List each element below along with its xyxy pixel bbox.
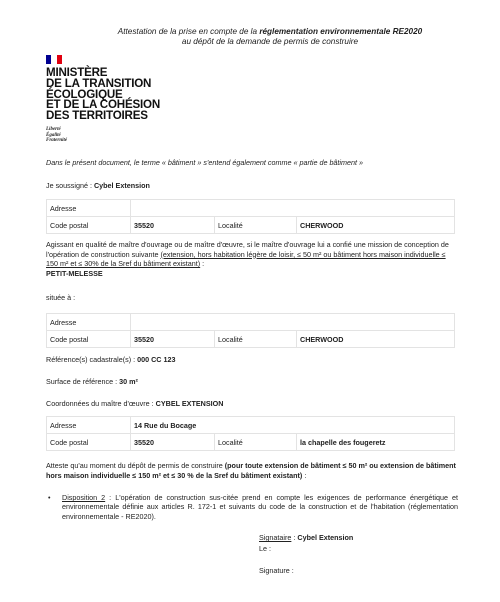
moe-value: CYBEL EXTENSION [155, 399, 224, 408]
title-prefix: Attestation de la prise en compte de la [117, 27, 260, 36]
ministry-line: DE LA TRANSITION [46, 76, 152, 90]
signataire-label: Signataire [259, 533, 292, 542]
adresse-value [131, 314, 455, 331]
localite-label: Localité [215, 331, 297, 348]
mission-paragraph [46, 240, 458, 269]
soussigne-label: Je soussigné : [46, 181, 94, 190]
moe-label: Coordonnées du maître d'œuvre : [46, 399, 156, 408]
date-line: Le : [259, 544, 271, 553]
motto-line: Égalité [46, 132, 61, 138]
references-value: 000 CC 123 [137, 355, 176, 364]
table-row [47, 217, 455, 234]
ministry-line: ET DE LA COHÉSION [46, 98, 161, 112]
list-item [48, 493, 458, 521]
surface-value: 30 m² [119, 377, 138, 386]
moe-coordinates [46, 399, 223, 408]
localite-label: Localité [215, 434, 297, 451]
mission-underlined: (extension, hors habitation légère de loisir, ≤ 50 m² ou bâtiment hors maison individuelle ≤ 150 m² et ≤ 30% de la Sref du bâtiment existant) [46, 249, 446, 269]
motto-line: Liberté [46, 127, 61, 132]
document-title [60, 27, 480, 47]
disposition-title: Disposition 2 [62, 493, 106, 502]
disposition-sep: : [105, 493, 116, 502]
ministry-line: MINISTÈRE [46, 66, 108, 79]
ministry-line: ÉCOLOGIQUE [46, 87, 123, 101]
atteste-paragraph [46, 461, 460, 480]
atteste-text: Atteste qu'au moment du dépôt de permis de construire [46, 461, 225, 470]
adresse-value: 14 Rue du Bocage [131, 417, 455, 434]
situee-label: située à : [46, 293, 76, 302]
reference-surface [46, 377, 138, 386]
cp-value: 35520 [131, 331, 215, 348]
adresse-value [131, 200, 455, 217]
title-bold: réglementation environnementale RE2020 [259, 27, 423, 36]
mission-text: Agissant en qualité de maître d'ouvrage ou de maître d'œuvre, si le maître d'ouvrage lui a confié une mission de conception de l'opération de construction suivante [46, 240, 449, 259]
ministry-line: DES TERRITOIRES [46, 109, 148, 123]
disposition-body: L'opération de construction sus-citée prend en compte les exigences de performance énergétique et environnementale définie aux articles R. 172-1 et suivants du code de la construction et de l'habitation (réglementation environnementale - RE2020). [62, 493, 458, 521]
localite-value: la chapelle des fougeretz [297, 434, 455, 451]
address-table-2 [46, 313, 455, 348]
motto-line: Fraternité [46, 138, 68, 144]
disposition-text [62, 493, 458, 521]
table-row [47, 200, 455, 217]
signataire-value: Cybel Extension [297, 533, 354, 542]
signature-line: Signature : [259, 566, 294, 575]
address-table-3 [46, 416, 455, 451]
flag-red [57, 55, 62, 64]
table-row [47, 331, 455, 348]
cp-label: Code postal [47, 331, 131, 348]
address-table-1 [46, 199, 455, 234]
soussigne-value: Cybel Extension [93, 181, 150, 190]
ministry-logo-text [46, 68, 160, 122]
atteste-colon: : [302, 470, 307, 480]
project-name: PETIT-MELESSE [46, 269, 103, 278]
cp-value: 35520 [131, 434, 215, 451]
adresse-label: Adresse [47, 417, 131, 434]
bullet-icon: • [48, 493, 51, 502]
title-line-2: au dépôt de la demande de permis de construire [181, 37, 359, 46]
cp-value: 35520 [131, 217, 215, 234]
republic-motto [46, 127, 67, 144]
table-row [47, 417, 455, 434]
atteste-bold: (pour toute extension de bâtiment ≤ 50 m² ou extension de bâtiment hors maison individuelle ≤ 150 m² et ≤ 30 % de la Sref du bâtiment existant) [46, 461, 456, 480]
localite-value: CHERWOOD [297, 331, 455, 348]
localite-value: CHERWOOD [297, 217, 455, 234]
cadastral-references [46, 355, 175, 364]
table-row [47, 434, 455, 451]
mission-colon: : [200, 259, 205, 269]
cp-label: Code postal [47, 217, 131, 234]
disposition-list [48, 493, 458, 521]
table-row [47, 314, 455, 331]
references-label: Référence(s) cadastrale(s) : [46, 355, 138, 364]
title-line-1 [60, 27, 480, 37]
adresse-label: Adresse [47, 200, 131, 217]
french-flag-icon [46, 55, 62, 64]
cp-label: Code postal [47, 434, 131, 451]
signataire-sep: : [291, 533, 298, 542]
surface-label: Surface de référence : [46, 377, 120, 386]
adresse-label: Adresse [47, 314, 131, 331]
localite-label: Localité [215, 217, 297, 234]
soussigne-line [46, 181, 150, 190]
intro-note: Dans le présent document, le terme « bâtiment » s'entend également comme « partie de bâtiment » [46, 158, 364, 167]
signataire-line [259, 533, 353, 542]
